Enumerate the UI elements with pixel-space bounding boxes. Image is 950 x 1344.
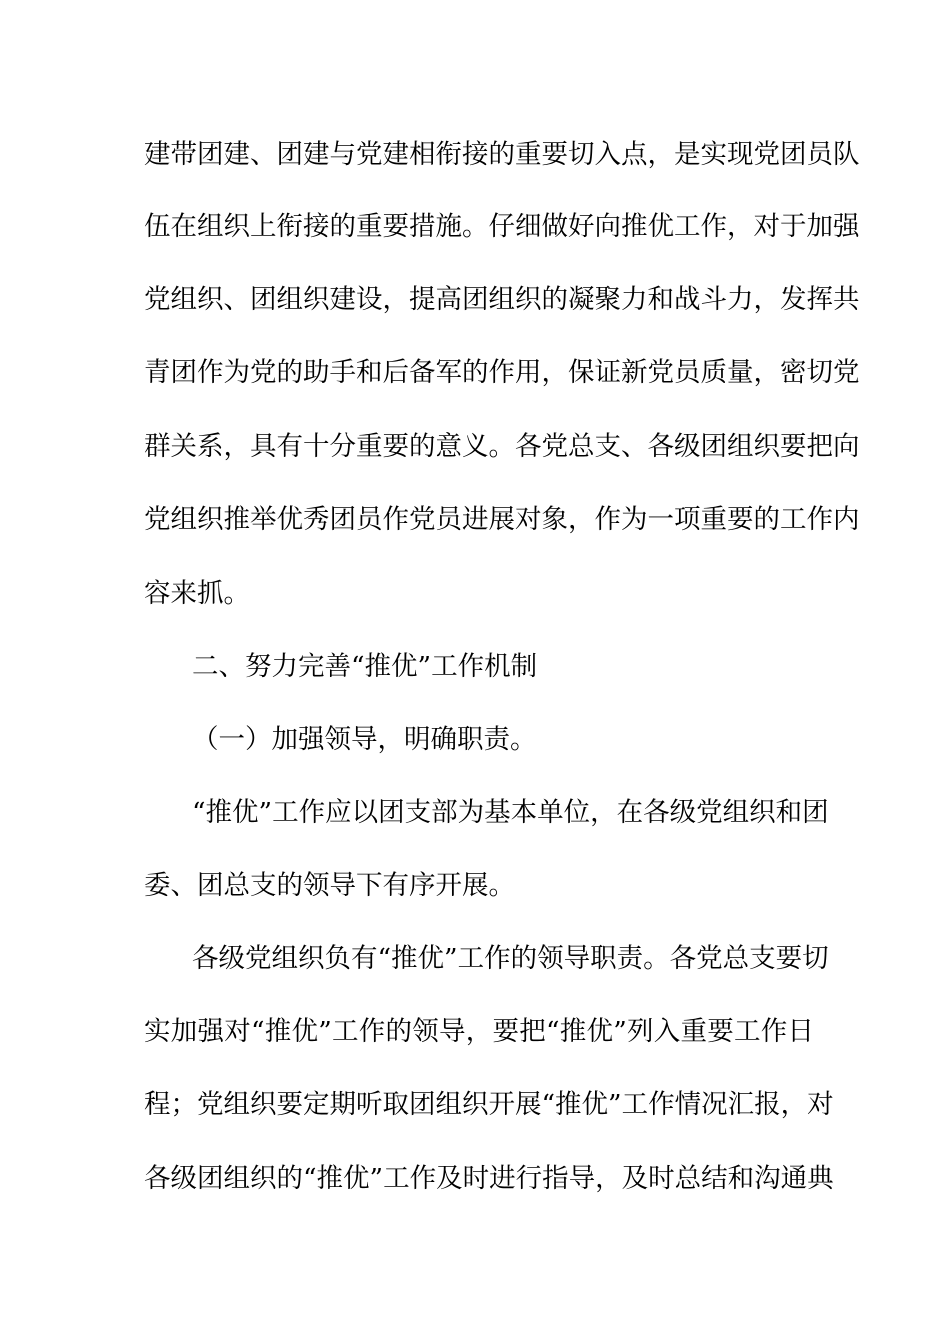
paragraph-line: 建带团建、团建与党建相衔接的重要切入点，是实现党团员队 xyxy=(144,139,860,170)
paragraph-line: 实加强对“推优”工作的领导，要把“推优”列入重要工作日 xyxy=(144,1016,814,1047)
paragraph-line: 伍在组织上衔接的重要措施。仔细做好向推优工作，对于加强 xyxy=(144,211,860,242)
paragraph-line: 委、团总支的领导下有序开展。 xyxy=(144,870,515,901)
paragraph-line: 青团作为党的助手和后备军的作用，保证新党员质量，密切党 xyxy=(144,357,860,388)
paragraph-line: 各级团组织的“推优”工作及时进行指导，及时总结和沟通典 xyxy=(144,1163,834,1194)
paragraph-line: 各级党组织负有“推优”工作的领导职责。各党总支要切 xyxy=(192,943,829,974)
paragraph-line: 党组织、团组织建设，提高团组织的凝聚力和战斗力，发挥共 xyxy=(144,284,860,315)
paragraph-line: 程；党组织要定期听取团组织开展“推优”工作情况汇报，对 xyxy=(144,1089,834,1120)
paragraph-line: 群关系，具有十分重要的意义。各党总支、各级团组织要把向 xyxy=(144,431,860,462)
section-heading: 二、努力完善“推优”工作机制 xyxy=(192,651,538,682)
paragraph-line: 党组织推举优秀团员作党员进展对象，作为一项重要的工作内 xyxy=(144,504,860,535)
paragraph-line: 容来抓。 xyxy=(144,578,250,609)
subsection-heading: （一）加强领导，明确职责。 xyxy=(192,724,537,755)
paragraph-line: “推优”工作应以团支部为基本单位，在各级党组织和团 xyxy=(192,797,829,828)
